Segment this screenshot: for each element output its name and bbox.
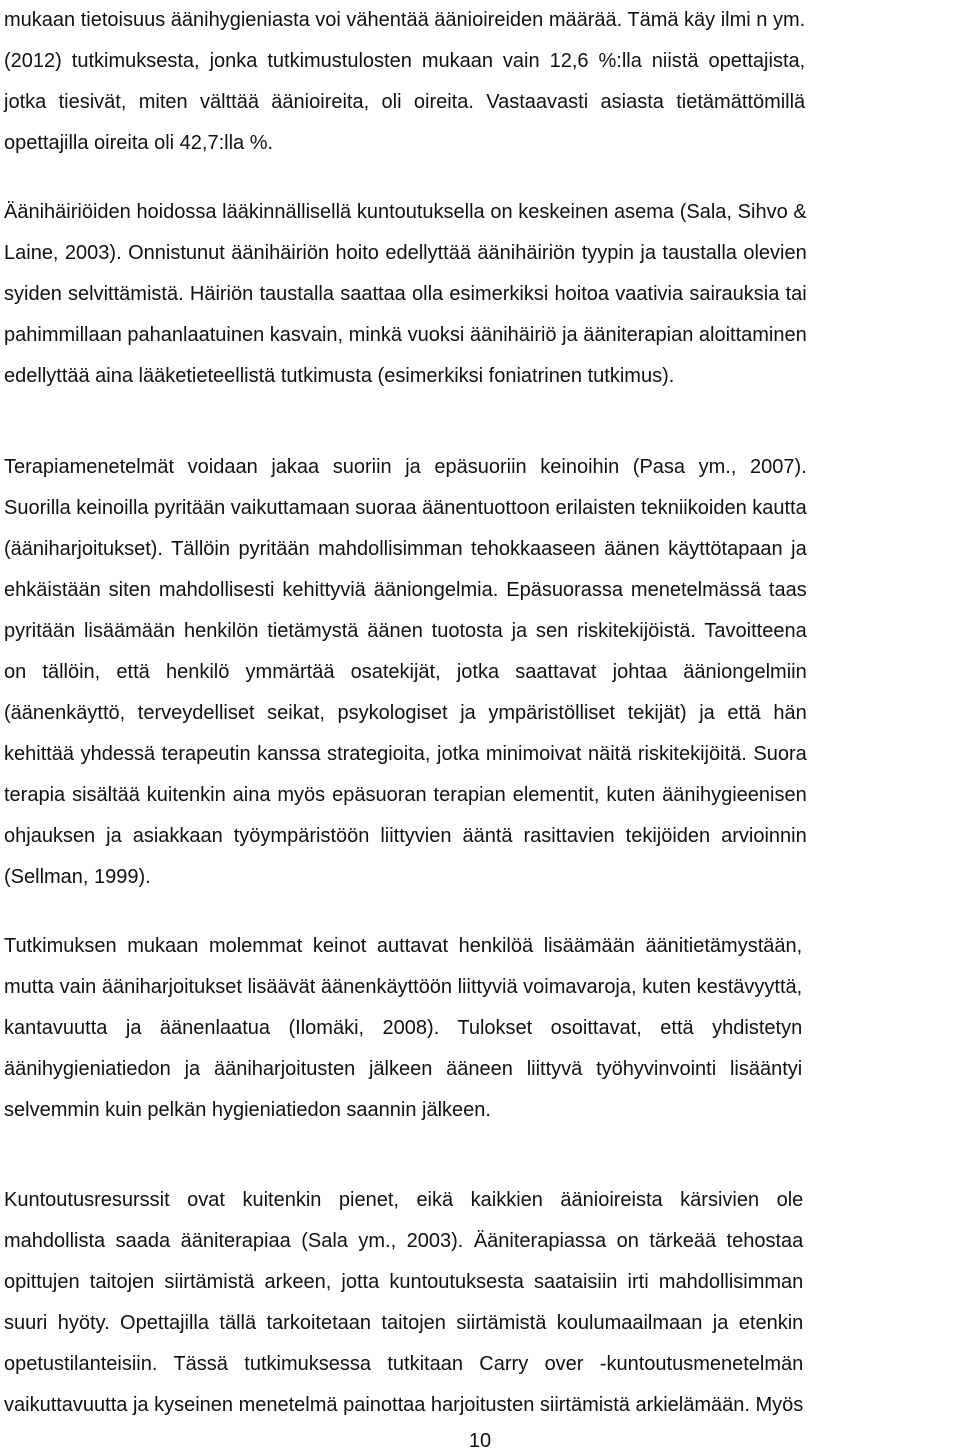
text-line: mahdollista saada ääniterapiaa (Sala ym., 2003). Ääniterapiassa on tärkeää tehostaa <box>4 1230 804 1252</box>
text-line: vaikuttavuutta ja kyseinen menetelmä painottaa harjoitusten siirtämistä arkielämään. Myös <box>4 1394 804 1416</box>
text-line: selvemmin kuin pelkän hygieniatiedon saannin jälkeen. <box>4 1099 491 1121</box>
text-line: kantavuutta ja äänenlaatua (Ilomäki, 2008). Tulokset osoittavat, että yhdistetyn <box>4 1017 803 1039</box>
text-line: (Sellman, 1999). <box>4 866 151 888</box>
text-line: Äänihäiriöiden hoidossa lääkinnällisellä kuntoutuksella on keskeinen asema (Sala, Sihvo & <box>4 201 807 223</box>
text-line: mutta vain ääniharjoitukset lisäävät äänenkäyttöön liittyviä voimavaroja, kuten kestävyyttä, <box>4 976 803 998</box>
text-line: opittujen taitojen siirtämistä arkeen, jotta kuntoutuksesta saataisiin irti mahdollisimman <box>4 1271 804 1293</box>
paragraph-1 <box>4 0 805 164</box>
text-line: syiden selvittämistä. Häiriön taustalla saattaa olla esimerkiksi hoitoa vaativia sairauksia tai <box>4 283 807 305</box>
paragraph-4 <box>4 926 802 1131</box>
text-line: äänihygieniatiedon ja ääniharjoitusten jälkeen ääneen liittyvä työhyvinvointi lisääntyi <box>4 1058 803 1080</box>
text-line: (2012) tutkimuksesta, jonka tutkimustulosten mukaan vain 12,6 %:lla niistä opettajista, <box>4 50 806 72</box>
text-line: terapia sisältää kuitenkin aina myös epäsuoran terapian elementit, kuten äänihygieenisen <box>4 784 807 806</box>
text-line: pahimmillaan pahanlaatuinen kasvain, minkä vuoksi äänihäiriö ja ääniterapian aloittaminen <box>4 324 807 346</box>
page-number: 10 <box>468 1430 492 1452</box>
text-line: Tutkimuksen mukaan molemmat keinot auttavat henkilöä lisäämään äänitietämystään, <box>4 935 803 957</box>
text-line: (ääniharjoitukset). Tällöin pyritään mahdollisimman tehokkaaseen äänen käyttötapaan ja <box>4 538 807 560</box>
text-line: kehittää yhdessä terapeutin kanssa strategioita, jotka minimoivat näitä riskitekijöitä. Suora <box>4 743 807 765</box>
paragraph-2 <box>4 192 807 397</box>
text-line: edellyttää aina lääketieteellistä tutkimusta (esimerkiksi foniatrinen tutkimus). <box>4 365 675 387</box>
paragraph-5 <box>4 1180 803 1426</box>
text-line: Kuntoutusresurssit ovat kuitenkin pienet, eikä kaikkien äänioireista kärsivien ole <box>4 1189 804 1211</box>
text-line: Laine, 2003). Onnistunut äänihäiriön hoito edellyttää äänihäiriön tyypin ja taustalla olevien <box>4 242 807 264</box>
text-line: opettajilla oireita oli 42,7:lla %. <box>4 132 274 154</box>
text-line: Suorilla keinoilla pyritään vaikuttamaan suoraa äänentuottoon erilaisten tekniikoiden kautta <box>4 497 807 519</box>
text-line: suuri hyöty. Opettajilla tällä tarkoitetaan taitojen siirtämistä koulumaailmaan ja etenkin <box>4 1312 804 1334</box>
text-line: jotka tiesivät, miten välttää äänioireita, oli oireita. Vastaavasti asiasta tietämättömillä <box>4 91 806 113</box>
text-line: ehkäistään siten mahdollisesti kehittyviä ääniongelmia. Epäsuorassa menetelmässä taas <box>4 579 807 601</box>
text-line: on tällöin, että henkilö ymmärtää osatekijät, jotka saattavat johtaa ääniongelmiin <box>4 661 807 683</box>
paragraph-3 <box>4 447 807 898</box>
text-line: opetustilanteisiin. Tässä tutkimuksessa tutkitaan Carry over -kuntoutusmenetelmän <box>4 1353 804 1375</box>
text-line: Terapiamenetelmät voidaan jakaa suoriin ja epäsuoriin keinoihin (Pasa ym., 2007). <box>4 456 807 478</box>
text-line: ohjauksen ja asiakkaan työympäristöön liittyvien ääntä rasittavien tekijöiden arvioinnin <box>4 825 807 847</box>
text-line: (äänenkäyttö, terveydelliset seikat, psykologiset ja ympäristölliset tekijät) ja että hän <box>4 702 807 724</box>
text-line: mukaan tietoisuus äänihygieniasta voi vähentää äänioireiden määrää. Tämä käy ilmi n ym. <box>4 9 806 31</box>
text-line: pyritään lisäämään henkilön tietämystä äänen tuotosta ja sen riskitekijöistä. Tavoitteena <box>4 620 807 642</box>
